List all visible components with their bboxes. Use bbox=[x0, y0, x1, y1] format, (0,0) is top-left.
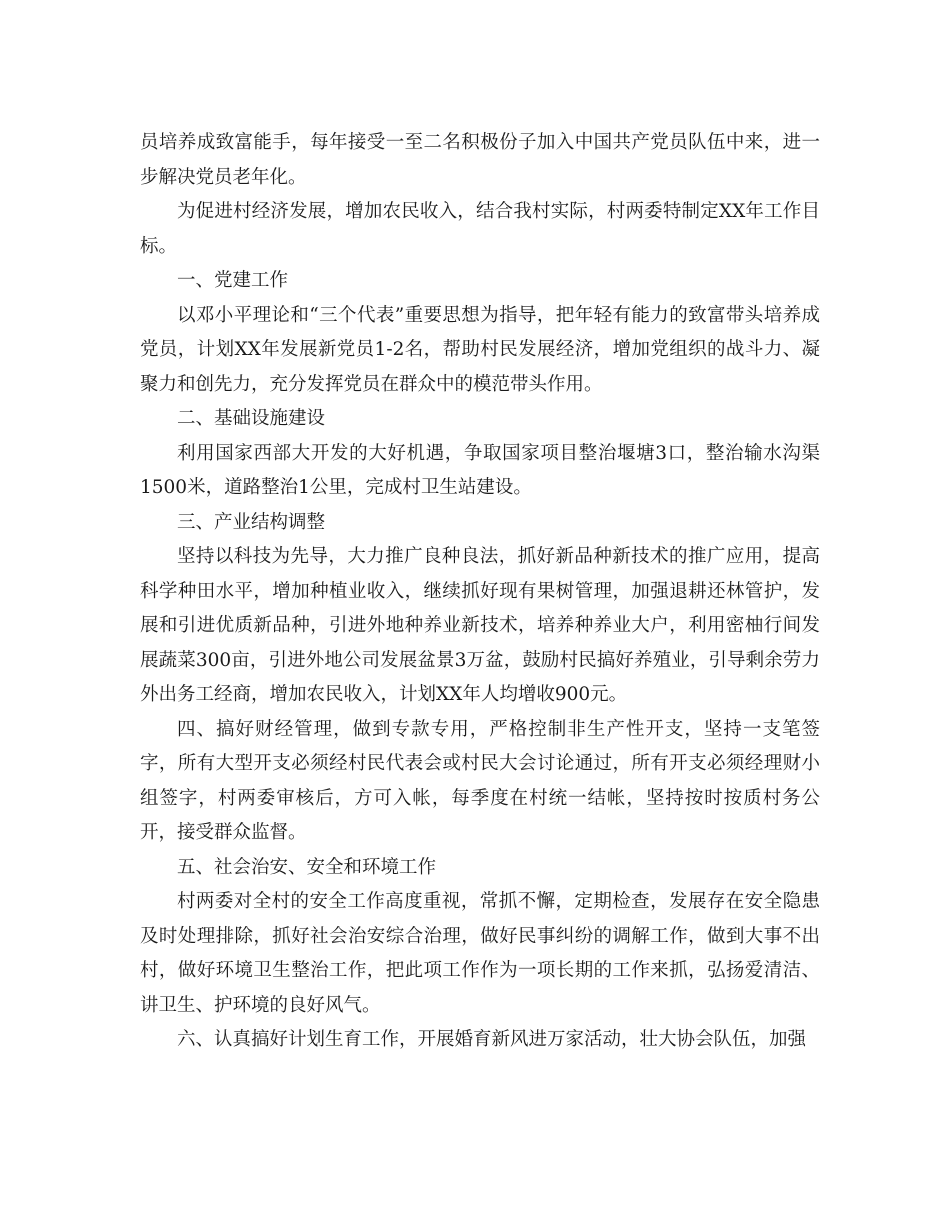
paragraph-intro: 为促进村经济发展，增加农民收入，结合我村实际，村两委特制定XX年工作目标。 bbox=[140, 201, 820, 257]
paragraph-infrastructure: 利用国家西部大开发的大好机遇，争取国家项目整治堰塘3口，整治输水沟渠1500米，道路整治1公里，完成村卫生站建设。 bbox=[140, 442, 820, 498]
paragraph-family-planning: 六、认真搞好计划生育工作，开展婚育新风进万家活动，壮大协会队伍，加强 bbox=[177, 1029, 807, 1050]
paragraph-security: 村两委对全村的安全工作高度重视，常抓不懈，定期检查，发展存在安全隐患及时处理排除，抓好社会治安综合治理，做好民事纠纷的调解工作，做到大事不出村，做好环境卫生整治工作，把此项工作作为一项长期的工作来抓，弘扬爱清洁、讲卫生、护环境的良好风气。 bbox=[140, 891, 820, 1016]
paragraph-industry: 坚持以科技为先导，大力推广良种良法，抓好新品种新技术的推广应用，提高科学种田水平，增加种植业收入，继续抓好现有果树管理，加强退耕还林管护，发展和引进优质新品种，引进外地种养业新技术，培养种养业大户，利用密柚行间发展蔬菜300亩，引进外地公司发展盆景3万盆，鼓励村民搞好养殖业，引导剩余劳力外出务工经商，增加农民收入，计划XX年人均增收900元。 bbox=[140, 546, 820, 705]
document-body bbox=[140, 126, 820, 1058]
paragraph-party-building: 以邓小平理论和“三个代表”重要思想为指导，把年轻有能力的致富带头培养成党员，计划XX年发展新党员1-2名，帮助村民发展经济，增加党组织的战斗力、凝聚力和创先力，充分发挥党员在群众中的模范带头作用。 bbox=[140, 304, 820, 395]
section-heading-party-building: 一、党建工作 bbox=[177, 270, 289, 291]
section-heading-infrastructure: 二、基础设施建设 bbox=[177, 408, 326, 429]
paragraph-continuation: 员培养成致富能手，每年接受一至二名积极份子加入中国共产党员队伍中来，进一步解决党员老年化。 bbox=[140, 132, 820, 188]
section-heading-security: 五、社会治安、安全和环境工作 bbox=[177, 856, 437, 878]
section-heading-industry: 三、产业结构调整 bbox=[177, 511, 326, 533]
paragraph-finance: 四、搞好财经管理，做到专款专用，严格控制非生产性开支，坚持一支笔签字，所有大型开支必须经村民代表会或村民大会讨论通过，所有开支必须经理财小组签字，村两委审核后，方可入帐，每季度在村统一结帐，坚持按时按质村务公开，接受群众监督。 bbox=[140, 718, 820, 843]
